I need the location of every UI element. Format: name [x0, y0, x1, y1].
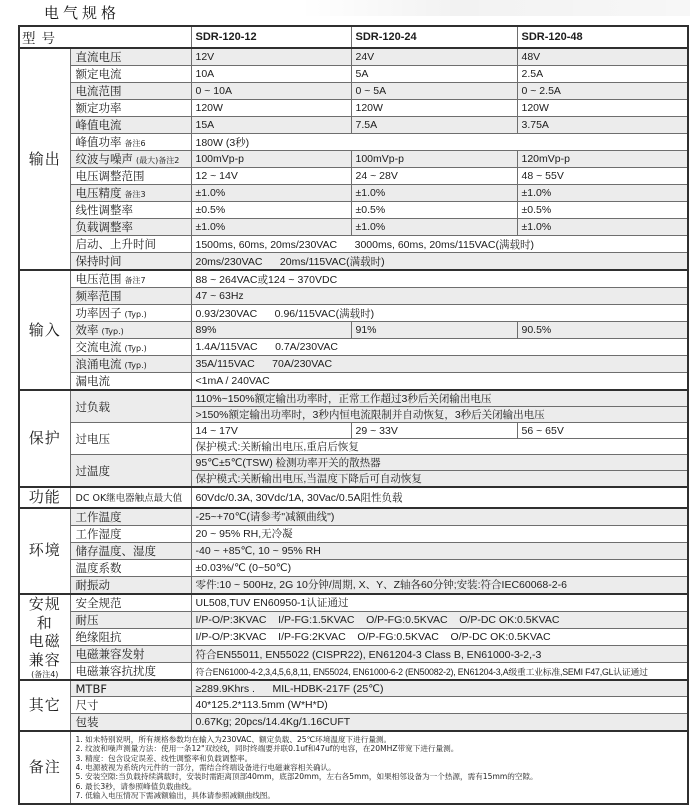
spec-value: 24 ~ 28V — [351, 168, 517, 185]
spec-value: 24V — [351, 48, 517, 66]
spec-value: ±1.0% — [517, 185, 688, 202]
spec-value: ≥289.9Khrs . MIL-HDBK-217F (25℃) — [191, 680, 688, 696]
spec-value: 1500ms, 60ms, 20ms/230VAC 3000ms, 60ms, 20ms/115VAC(满载时) — [191, 236, 688, 253]
param-label — [70, 594, 191, 612]
spec-value: 89% — [191, 322, 351, 339]
param-label-text: 过温度 — [75, 463, 110, 478]
param-label-text: 线性调整率 — [75, 203, 133, 217]
spec-value: 90.5% — [517, 322, 688, 339]
param-label-text: 耐压 — [75, 612, 99, 627]
category-cell — [19, 270, 70, 390]
spec-value: ±0.5% — [517, 202, 688, 219]
spec-value: 29 ~ 33V — [351, 423, 517, 439]
notes-cell — [70, 731, 688, 804]
page-title: 电气规格 — [44, 4, 121, 22]
table-row — [19, 134, 688, 151]
param-label-text: 电磁兼容抗扰度 — [75, 664, 156, 679]
spec-value: 符合EN61000-4-2,3,4,5,6,8,11, EN55024, EN61000-6-2 (EN50082-2), EN61204-3,A级重工业标准,SEMI F47,GL认证通过 — [191, 663, 688, 681]
category-label: 功能 — [28, 488, 61, 506]
table-row — [19, 663, 688, 681]
category-note: (备注4) — [31, 669, 59, 679]
table-row — [19, 305, 688, 322]
spec-value: ±1.0% — [351, 219, 517, 236]
param-label-text: 峰值电流 — [75, 118, 122, 132]
param-note: (Typ.) — [101, 327, 124, 336]
param-note: 备注6 — [124, 139, 146, 148]
spec-value: I/P-O/P:3KVAC I/P-FG:2KVAC O/P-FG:0.5KVAC O/P-DC OK:0.5KVAC — [191, 628, 688, 645]
param-label-text: 安全规范 — [75, 595, 122, 610]
table-row — [19, 731, 688, 804]
category-cell — [19, 48, 70, 270]
spec-value: 0 ~ 5A — [351, 83, 517, 100]
param-label — [70, 542, 191, 559]
param-label — [70, 373, 191, 391]
scan-artifact — [300, 0, 690, 16]
spec-value: 120W — [517, 100, 688, 117]
category-label: 其它 — [28, 696, 61, 715]
table-row — [19, 253, 688, 271]
table-row — [19, 487, 688, 508]
param-note: (Typ.) — [124, 344, 147, 353]
param-note: (Typ.) — [124, 361, 147, 370]
spec-value: 10A — [191, 66, 351, 83]
spec-value: 35A/115VAC 70A/230VAC — [191, 356, 688, 373]
param-label — [70, 117, 191, 134]
model-label: 型号 — [19, 26, 191, 48]
spec-value: 110%~150%额定输出功率时，正常工作超过3秒后关闭输出电压 — [191, 390, 688, 407]
param-label-text: 工作温度 — [75, 509, 122, 524]
param-label — [70, 202, 191, 219]
spec-value: 180W (3秒) — [191, 134, 688, 151]
param-label-text: 额定电流 — [75, 67, 122, 81]
table-row — [19, 219, 688, 236]
note-line: 4. 电源被视为系统内元件的一部分，需结合终端设备进行电磁兼容相关确认。 — [75, 763, 336, 773]
param-label-text: 电压范围 — [75, 272, 122, 286]
spec-value: 48 ~ 55V — [517, 168, 688, 185]
table-row — [19, 168, 688, 185]
param-label-text: 效率 — [75, 323, 99, 337]
spec-value: 15A — [191, 117, 351, 134]
spec-value: ±1.0% — [351, 185, 517, 202]
table-row — [19, 611, 688, 628]
param-note: 备注7 — [124, 276, 146, 285]
table-row — [19, 83, 688, 100]
param-label-text: 绝缘阻抗 — [75, 630, 122, 645]
param-label — [70, 185, 191, 202]
param-label — [70, 423, 191, 455]
table-row — [19, 66, 688, 83]
param-label — [70, 339, 191, 356]
table-row — [19, 185, 688, 202]
param-label — [70, 508, 191, 526]
table-row — [19, 339, 688, 356]
spec-value: 2.5A — [517, 66, 688, 83]
spec-value: 95℃±5℃(TSW) 检测功率开关的散热器 — [191, 455, 688, 471]
table-row — [19, 356, 688, 373]
table-row — [19, 680, 688, 696]
table-row — [19, 270, 688, 288]
spec-value: 88 ~ 264VAC或124 ~ 370VDC — [191, 270, 688, 288]
spec-value: ±0.5% — [191, 202, 351, 219]
param-note: (最大)备注2 — [136, 156, 180, 165]
param-label-text: 峰值功率 — [75, 135, 122, 149]
table-row — [19, 628, 688, 645]
param-label — [70, 322, 191, 339]
param-label-text: 工作湿度 — [75, 526, 122, 541]
param-label — [70, 628, 191, 645]
spec-value: 保护模式:关断输出电压,重启后恢复 — [191, 439, 688, 455]
param-label-text: 储存温度、湿度 — [75, 543, 156, 558]
param-label — [70, 253, 191, 271]
spec-value: 20 ~ 95% RH,无冷凝 — [191, 525, 688, 542]
table-row — [19, 117, 688, 134]
spec-value: 120W — [191, 100, 351, 117]
spec-value: 0.93/230VAC 0.96/115VAC(满载时) — [191, 305, 688, 322]
spec-value: ±0.5% — [351, 202, 517, 219]
table-row — [19, 646, 688, 663]
param-label — [70, 713, 191, 731]
param-label — [70, 680, 191, 696]
spec-value: 100mVp-p — [191, 151, 351, 168]
note-line: 3. 精度：包含设定误差、线性调整率和负载调整率。 — [75, 753, 253, 763]
note-line: 2. 纹波和噪声测量方法：使用一条12"双绞线，同时终端要并联0.1uf和47uf的电容，在20MHZ带宽下进行量测。 — [75, 744, 459, 754]
category-cell — [19, 508, 70, 594]
param-label-text: MTBF — [75, 681, 107, 696]
spec-value: ±1.0% — [191, 185, 351, 202]
param-label — [70, 487, 191, 508]
model-name-1: SDR-120-12 — [191, 26, 351, 48]
model-name-3: SDR-120-48 — [517, 26, 688, 48]
param-label-text: 电压调整范围 — [75, 169, 145, 183]
spec-value: 符合EN55011, EN55022 (CISPR22), EN61204-3 Class B, EN61000-3-2,-3 — [191, 646, 688, 663]
param-label-text: 直流电压 — [75, 50, 122, 64]
category-cell — [19, 680, 70, 731]
note-line: 5. 安装空隙:当负载持续满载时，安装时需距离顶部40mm，底部20mm，左右各5mm，如果相邻设备为一个热源，需有15mm的空隙。 — [75, 772, 538, 782]
model-header-row — [19, 26, 688, 48]
spec-value: 12 ~ 14V — [191, 168, 351, 185]
param-label-text: 漏电流 — [75, 374, 110, 388]
param-label — [70, 576, 191, 594]
spec-value: 48V — [517, 48, 688, 66]
category-cell — [19, 487, 70, 508]
param-label — [70, 134, 191, 151]
param-label-text: 负载调整率 — [75, 220, 133, 234]
param-label-text: 耐振动 — [75, 577, 110, 592]
param-label — [70, 270, 191, 288]
param-label — [70, 151, 191, 168]
table-row — [19, 202, 688, 219]
table-row — [19, 236, 688, 253]
param-label — [70, 646, 191, 663]
param-label-text: 浪涌电流 — [75, 357, 122, 371]
param-label — [70, 559, 191, 576]
table-row — [19, 151, 688, 168]
param-label-text: 尺寸 — [75, 697, 99, 712]
spec-value: 12V — [191, 48, 351, 66]
spec-value: 40*125.2*113.5mm (W*H*D) — [191, 696, 688, 713]
param-label — [70, 455, 191, 488]
category-label: 环境 — [28, 541, 61, 560]
category-label: 安规和 — [28, 594, 61, 632]
table-row — [19, 525, 688, 542]
table-row — [19, 713, 688, 731]
table-row — [19, 594, 688, 612]
spec-value: 100mVp-p — [351, 151, 517, 168]
table-row — [19, 576, 688, 594]
table-row — [19, 373, 688, 391]
note-line: 6. 最长3秒，请参照峰值负载曲线。 — [75, 781, 197, 791]
spec-value: UL508,TUV EN60950-1认证通过 — [191, 594, 688, 612]
spec-value: 3.75A — [517, 117, 688, 134]
param-label-text: 频率范围 — [75, 289, 122, 303]
spec-value: <1mA / 240VAC — [191, 373, 688, 391]
param-label — [70, 525, 191, 542]
table-row — [19, 423, 688, 439]
table-row — [19, 542, 688, 559]
param-label — [70, 83, 191, 100]
spec-value: 0 ~ 10A — [191, 83, 351, 100]
param-label-text: 电磁兼容发射 — [75, 647, 145, 662]
category-cell — [19, 731, 70, 804]
param-note: (Typ.) — [124, 310, 147, 319]
spec-value: 保护模式:关断输出电压,当温度下降后可自动恢复 — [191, 471, 688, 488]
param-label — [70, 168, 191, 185]
param-label-text: 过电压 — [75, 431, 110, 446]
spec-value: 20ms/230VAC 20ms/115VAC(满载时) — [191, 253, 688, 271]
spec-value: 91% — [351, 322, 517, 339]
spec-value: 120mVp-p — [517, 151, 688, 168]
note-line: 1. 如未特别说明，所有规格参数均在输入为230VAC、额定负载、25℃环境温度下进行量测。 — [75, 734, 392, 744]
spec-value: 0 ~ 2.5A — [517, 83, 688, 100]
table-row — [19, 508, 688, 526]
spec-value: 14 ~ 17V — [191, 423, 351, 439]
category-label: 电磁 — [28, 632, 61, 651]
spec-value: I/P-O/P:3KVAC I/P-FG:1.5KVAC O/P-FG:0.5KVAC O/P-DC OK:0.5KVAC — [191, 611, 688, 628]
category-cell — [19, 390, 70, 487]
table-row — [19, 559, 688, 576]
spec-value: 47 ~ 63Hz — [191, 288, 688, 305]
spec-value: ±1.0% — [191, 219, 351, 236]
param-label — [70, 48, 191, 66]
table-row — [19, 48, 688, 66]
param-label — [70, 305, 191, 322]
table-row — [19, 322, 688, 339]
category-label: 兼容 — [28, 651, 61, 669]
spec-value: 零件:10 ~ 500Hz, 2G 10分钟/周期, X、Y、Z轴各60分钟;安装:符合IEC60068-2-6 — [191, 576, 688, 594]
table-row — [19, 390, 688, 407]
model-name-2: SDR-120-24 — [351, 26, 517, 48]
spec-value: 5A — [351, 66, 517, 83]
param-label — [70, 611, 191, 628]
table-row — [19, 100, 688, 117]
param-label — [70, 236, 191, 253]
spec-value: -25~+70℃(请参考"减额曲线") — [191, 508, 688, 526]
category-label: 输入 — [28, 320, 61, 339]
param-label-text: 温度系数 — [75, 560, 122, 575]
param-label — [70, 696, 191, 713]
spec-value: 1.4A/115VAC 0.7A/230VAC — [191, 339, 688, 356]
param-note: 备注3 — [124, 190, 146, 199]
category-label: 输出 — [28, 149, 61, 168]
table-row — [19, 455, 688, 471]
category-cell — [19, 594, 70, 681]
param-label-text: 额定功率 — [75, 101, 122, 115]
param-label-text: DC OK继电器触点最大值 — [75, 493, 183, 505]
spec-value: ±0.03%/℃ (0~50℃) — [191, 559, 688, 576]
spec-value: >150%额定输出功率时，3秒内恒电流限制并自动恢复，3秒后关闭输出电压 — [191, 407, 688, 423]
spec-value: 7.5A — [351, 117, 517, 134]
param-label — [70, 356, 191, 373]
param-label — [70, 219, 191, 236]
spec-value: 60Vdc/0.3A, 30Vdc/1A, 30Vac/0.5A阻性负载 — [191, 487, 688, 508]
param-label — [70, 100, 191, 117]
spec-value: ±1.0% — [517, 219, 688, 236]
param-label-text: 过负载 — [75, 399, 110, 414]
spec-value: -40 ~ +85℃, 10 ~ 95% RH — [191, 542, 688, 559]
param-label — [70, 66, 191, 83]
param-label-text: 电压精度 — [75, 186, 122, 200]
param-label — [70, 390, 191, 423]
spec-value: 56 ~ 65V — [517, 423, 688, 439]
spec-value: 0.67Kg; 20pcs/14.4Kg/1.16CUFT — [191, 713, 688, 731]
table-row — [19, 288, 688, 305]
spec-value: 120W — [351, 100, 517, 117]
table-row — [19, 696, 688, 713]
param-label-text: 功率因子 — [75, 306, 122, 320]
category-label: 保护 — [28, 429, 61, 448]
category-label: 备注 — [28, 757, 61, 776]
spec-table — [18, 25, 689, 805]
param-label-text: 包装 — [75, 714, 99, 729]
param-label-text: 交流电流 — [75, 340, 122, 354]
param-label-text: 保持时间 — [75, 254, 122, 268]
param-label-text: 启动、上升时间 — [75, 237, 156, 251]
note-line: 7. 低输入电压情况下需减额输出，具体请参照减额曲线图。 — [75, 791, 275, 801]
param-label-text: 纹波与噪声 — [75, 152, 133, 166]
param-label-text: 电流范围 — [75, 84, 122, 98]
param-label — [70, 663, 191, 681]
param-label — [70, 288, 191, 305]
